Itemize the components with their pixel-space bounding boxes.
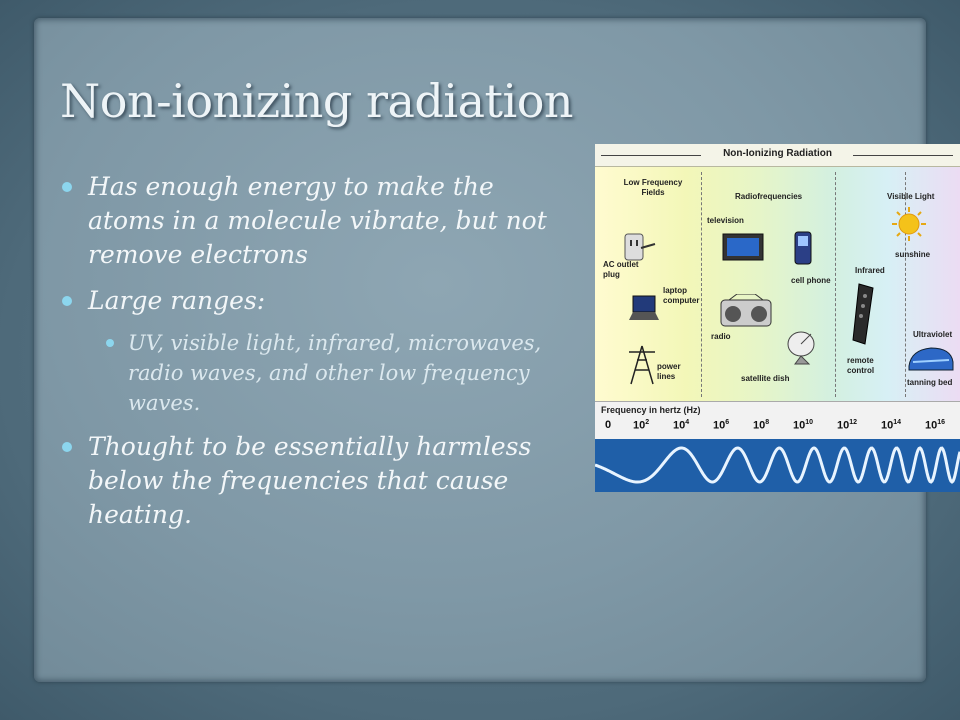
bullet-dot-icon — [62, 296, 72, 306]
slide-title: Non-ionizing radiation — [60, 74, 574, 128]
sub-bullet-text: UV, visible light, infrared, microwaves, radio waves, and other low frequency waves. — [128, 331, 542, 415]
radio-label: radio — [711, 332, 731, 341]
bullet-dot-icon — [62, 442, 72, 452]
ac-outlet-label: AC outlet plug — [603, 260, 639, 279]
section-divider — [701, 172, 702, 397]
tanning-bed-icon — [907, 342, 955, 374]
television-icon — [721, 232, 765, 264]
satellite-dish-label: satellite dish — [741, 374, 790, 383]
section-divider — [835, 172, 836, 397]
frequency-tick: $10^{16}$ — [925, 419, 946, 432]
frequency-tick: 0 — [605, 419, 612, 431]
bullet-item — [60, 284, 560, 418]
power-lines-label: power lines — [657, 362, 681, 381]
bullet-text: Large ranges: — [88, 286, 266, 315]
bullet-item — [60, 170, 560, 272]
radio-icon — [719, 294, 773, 330]
frequency-tick: $10^{10}$ — [793, 419, 814, 432]
bullet-item — [60, 430, 560, 532]
spectrum-panel — [595, 144, 960, 401]
laptop-icon — [629, 294, 665, 324]
cell-phone-icon — [793, 230, 813, 266]
cell-phone-label: cell phone — [791, 276, 831, 285]
sun-icon — [891, 206, 927, 242]
tanning-bed-label: tanning bed — [907, 378, 953, 387]
frequency-tick: $10^8$ — [753, 419, 770, 432]
section-visible-light: Visible Light — [887, 192, 935, 201]
frequency-tick: $10^{14}$ — [881, 419, 902, 432]
section-radiofrequencies: Radiofrequencies — [735, 192, 803, 201]
sub-bullet-item — [88, 328, 560, 418]
frequency-tick: $10^4$ — [673, 419, 690, 432]
sunshine-label: sunshine — [895, 250, 931, 259]
power-tower-icon — [627, 344, 657, 386]
radiation-spectrum-figure — [595, 144, 960, 492]
frequency-scale — [595, 401, 960, 440]
frequency-tick: $10^{12}$ — [837, 419, 858, 432]
laptop-label: laptop computer — [663, 286, 700, 305]
television-label: television — [707, 216, 744, 225]
remote-control-label: remote control — [847, 356, 875, 375]
satellite-dish-icon — [785, 330, 819, 366]
sub-bullet-dot-icon — [106, 339, 114, 347]
bullet-text: Thought to be essentially harmless below the frequencies that cause heating. — [88, 432, 532, 529]
bullet-text: Has enough energy to make the atoms in a molecule vibrate, but not remove electrons — [88, 172, 547, 269]
section-infrared: Infrared — [855, 266, 885, 275]
figure-title: Non-Ionizing Radiation — [719, 148, 836, 159]
sub-bullet-list — [88, 328, 560, 418]
section-ultraviolet: Ultraviolet — [913, 330, 953, 339]
bullet-dot-icon — [62, 182, 72, 192]
bullet-list — [60, 170, 560, 544]
remote-control-icon — [851, 282, 877, 346]
frequency-tick: $10^2$ — [633, 419, 650, 432]
wave-line — [595, 439, 960, 492]
frequency-title: Frequency in hertz (Hz) — [601, 405, 701, 415]
frequency-tick: $10^6$ — [713, 419, 730, 432]
wave-path — [595, 448, 960, 482]
section-low-frequency: Low Frequency Fields — [623, 178, 683, 197]
figure-header — [595, 144, 960, 167]
wave-band — [595, 439, 960, 492]
